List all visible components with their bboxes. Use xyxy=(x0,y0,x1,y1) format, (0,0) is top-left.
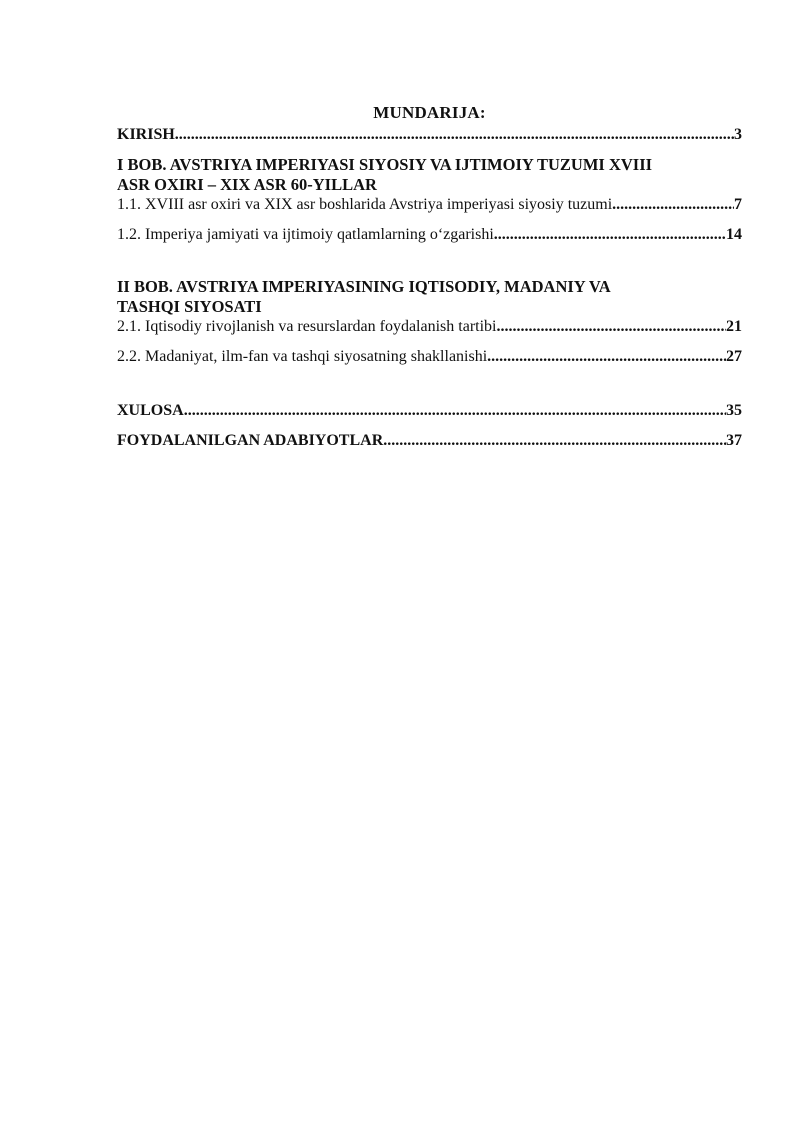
toc-entry-label: 1.1. XVIII asr oxiri va XIX asr boshlarida Avstriya imperiyasi siyosiy tuzumi xyxy=(117,196,613,213)
dot-leader xyxy=(494,225,726,245)
toc-page-number: 3 xyxy=(734,126,742,143)
dot-leader xyxy=(612,195,734,215)
toc-entry-section-2-2 xyxy=(117,347,742,367)
chapter-2-heading xyxy=(117,277,742,317)
chapter-heading-line: I BOB. AVSTRIYA IMPERIYASI SIYOSIY VA IJTIMOIY TUZUMI XVIII xyxy=(117,155,653,174)
toc-entry-label: 2.1. Iqtisodiy rivojlanish va resurslardan foydalanish tartibi xyxy=(117,318,497,335)
toc-entry-section-2-1 xyxy=(117,317,742,337)
toc-entry-label: KIRISH xyxy=(117,126,175,143)
dot-leader xyxy=(175,125,734,145)
dot-leader xyxy=(184,401,726,421)
chapter-heading-line: ASR OXIRI – XIX ASR 60-YILLAR xyxy=(117,175,377,194)
toc-page-number: 27 xyxy=(726,348,742,365)
toc-entry-label: XULOSA xyxy=(117,402,184,419)
dot-leader xyxy=(383,431,726,451)
toc-entry-intro xyxy=(117,125,742,145)
toc-entry-conclusion xyxy=(117,401,742,421)
table-of-contents xyxy=(117,103,742,451)
toc-page-number: 21 xyxy=(726,318,742,335)
toc-page-number: 14 xyxy=(726,226,742,243)
toc-entry-label: FOYDALANILGAN ADABIYOTLAR xyxy=(117,432,384,449)
chapter-1-heading xyxy=(117,155,742,195)
toc-entry-section-1-2 xyxy=(117,225,742,245)
chapter-heading-line: II BOB. AVSTRIYA IMPERIYASINING IQTISODIY, MADANIY VA xyxy=(117,277,611,296)
toc-page-number: 37 xyxy=(726,432,742,449)
toc-entry-section-1-1 xyxy=(117,195,742,215)
chapter-heading-line: TASHQI SIYOSATI xyxy=(117,297,262,316)
toc-entry-references xyxy=(117,431,742,451)
toc-page-number: 35 xyxy=(726,402,742,419)
toc-entry-label: 2.2. Madaniyat, ilm-fan va tashqi siyosatning shakllanishi xyxy=(117,348,488,365)
toc-page-number: 7 xyxy=(734,196,742,213)
dot-leader xyxy=(496,317,726,337)
toc-title: MUNDARIJA: xyxy=(373,103,486,122)
toc-entry-label: 1.2. Imperiya jamiyati va ijtimoiy qatlamlarning oʻzgarishi xyxy=(117,226,494,243)
dot-leader xyxy=(487,347,726,367)
